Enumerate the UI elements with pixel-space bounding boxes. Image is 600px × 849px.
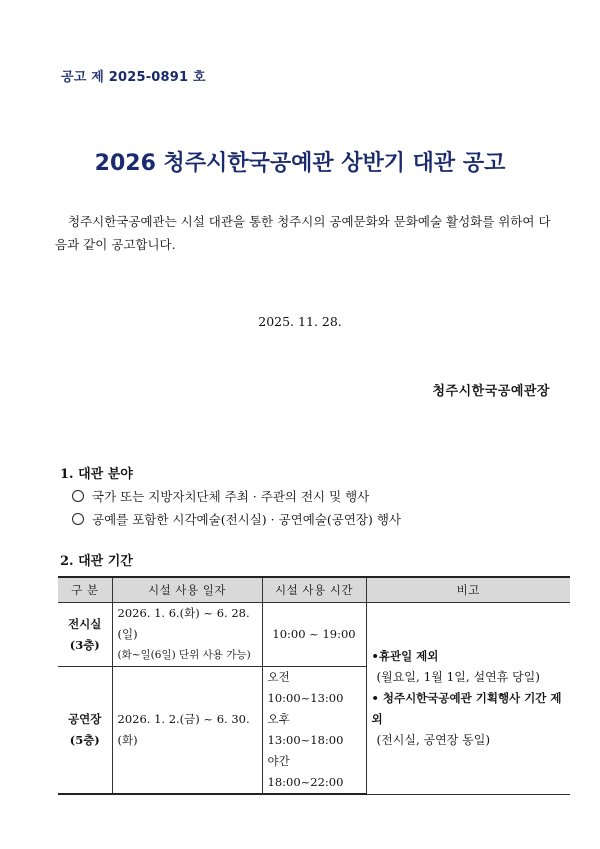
list-item	[72, 487, 369, 505]
section-heading-rental-field: 1. 대관 분야	[60, 467, 133, 482]
table-header-row	[58, 577, 570, 603]
facility-floor: (5층)	[69, 733, 100, 747]
circle-bullet-icon	[72, 513, 84, 525]
notice-number: 공고 제 2025-0891 호	[61, 70, 206, 85]
usage-dates: 2026. 1. 2.(금) ~ 6. 30.(화)	[117, 712, 250, 747]
column-header-times: 시설 사용 시간	[262, 577, 366, 603]
note-closed-days: •휴관일 제외	[371, 648, 439, 663]
times-cell	[262, 603, 366, 667]
list-item-text: 공예를 포함한 시각예술(전시실) · 공연예술(공연장) 행사	[92, 512, 401, 527]
usage-time-afternoon: 오후 13:00~18:00	[267, 712, 344, 747]
dates-cell	[112, 603, 262, 667]
times-cell	[262, 667, 366, 795]
table-row	[58, 603, 570, 667]
column-header-category: 구 분	[58, 577, 112, 603]
usage-dates-note: (화~일(6일) 단위 사용 가능)	[117, 649, 251, 661]
notice-date: 2025. 11. 28.	[258, 314, 342, 329]
note-closed-days-detail: (월요일, 1월 1일, 설연휴 당일)	[376, 669, 540, 684]
facility-cell	[58, 667, 112, 795]
rental-period-table	[58, 576, 570, 795]
list-item-text: 국가 또는 지방자치단체 주최 · 주관의 전시 및 행사	[92, 489, 370, 504]
usage-time: 10:00 ~ 19:00	[272, 627, 356, 641]
section-heading-rental-period: 2. 대관 기간	[60, 554, 133, 569]
facility-floor: (3층)	[69, 637, 100, 652]
column-header-notes: 비고	[366, 577, 570, 603]
usage-time-morning: 오전 10:00~13:00	[267, 670, 344, 705]
facility-name: 전시실	[68, 616, 102, 631]
note-special-events-detail: (전시실, 공연장 동일)	[376, 732, 491, 747]
facility-name: 공연장	[68, 712, 102, 726]
column-header-dates: 시설 사용 일자	[112, 577, 262, 603]
page-title: 2026 청주시한국공예관 상반기 대관 공고	[94, 151, 506, 176]
note-special-events: • 청주시한국공예관 기획행사 기간 제외	[371, 690, 562, 726]
intro-paragraph: 청주시한국공예관는 시설 대관을 통한 청주시의 공예문화와 문화예술 활성화를 위하여 다음과 같이 공고합니다.	[55, 214, 551, 252]
usage-time-evening: 야간 18:00~22:00	[267, 754, 344, 789]
notes-cell	[366, 603, 570, 795]
list-item	[72, 510, 401, 528]
signer-name: 청주시한국공예관장	[432, 384, 550, 399]
facility-cell	[58, 603, 112, 667]
dates-cell	[112, 667, 262, 795]
usage-dates: 2026. 1. 6.(화) ~ 6. 28.(일)	[117, 606, 250, 641]
circle-bullet-icon	[72, 490, 84, 502]
